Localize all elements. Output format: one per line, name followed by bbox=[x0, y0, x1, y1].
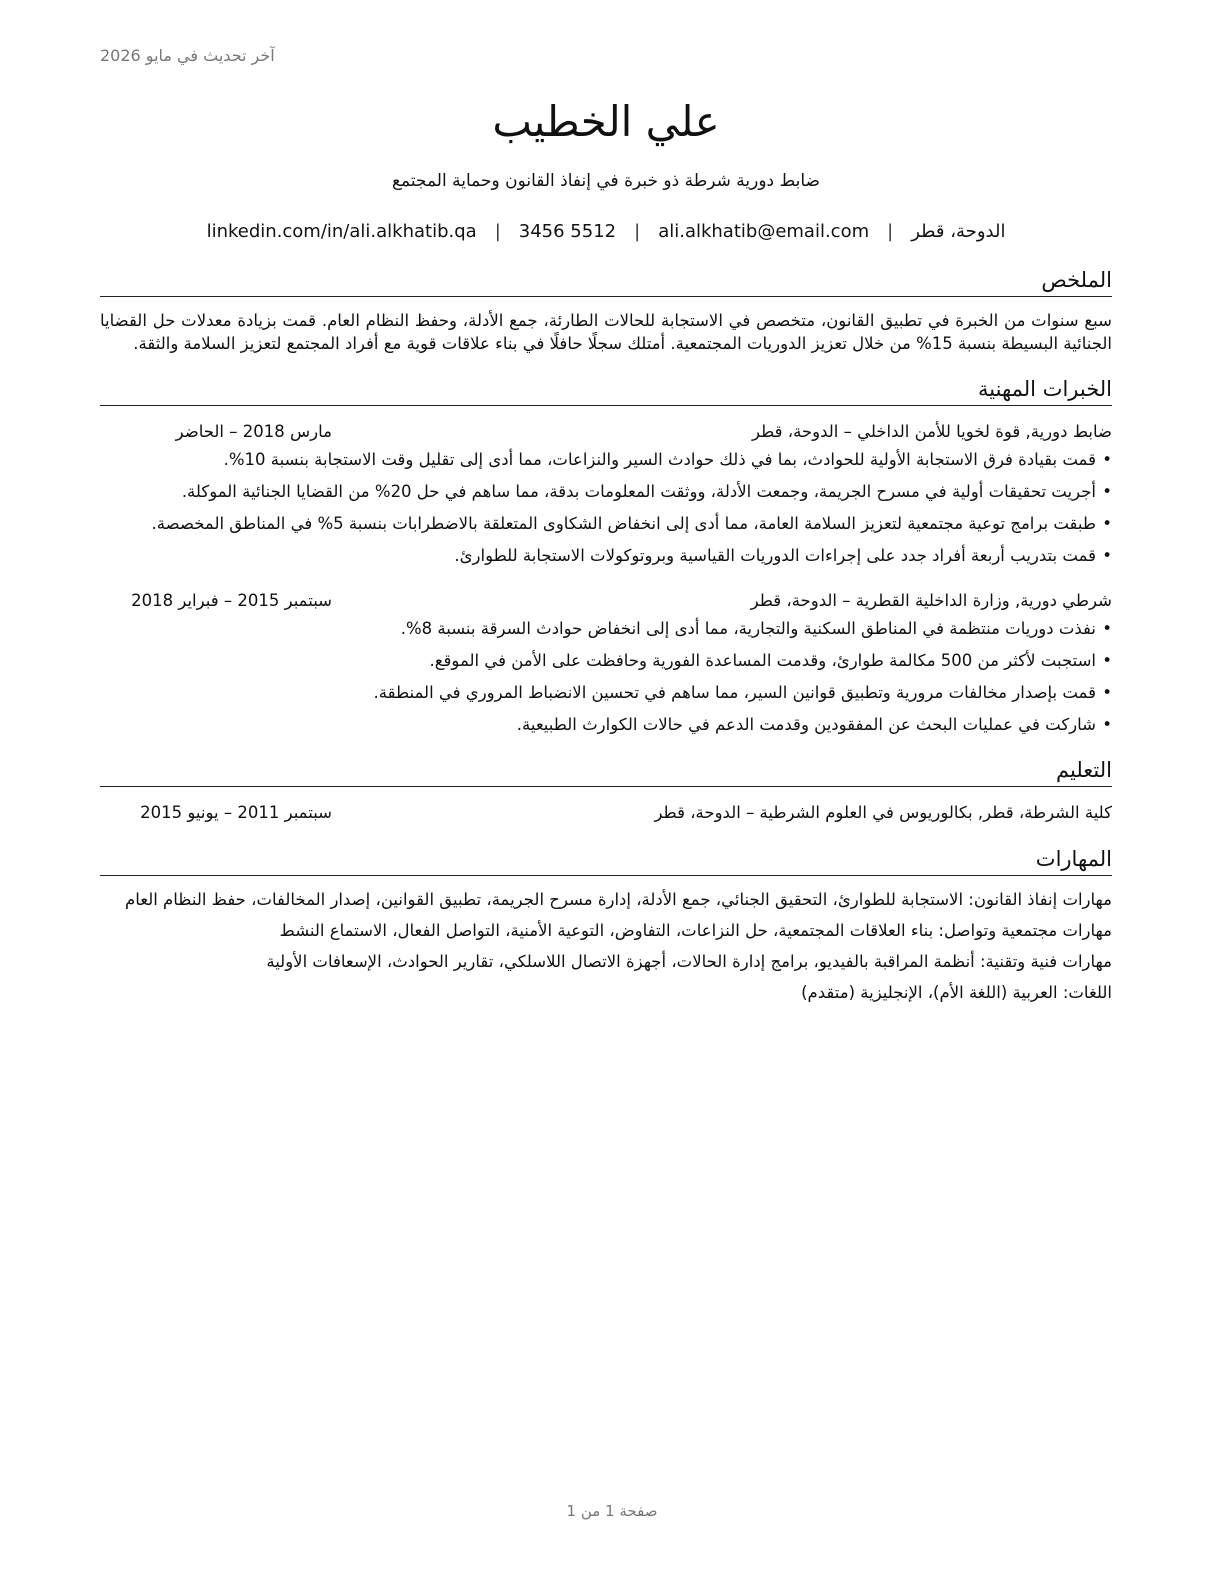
contact-email[interactable]: ali.alkhatib@email.com bbox=[658, 221, 870, 242]
skill-line: مهارات فنية وتقنية: أنظمة المراقبة بالفيديو، برامج إدارة الحالات، أجهزة الاتصال اللاسلكي، تقارير الحوادث، الإسعافات الأولية bbox=[266, 952, 1112, 971]
experience-entry bbox=[100, 589, 1112, 736]
section-title-summary: الملخص bbox=[100, 266, 1112, 297]
contact-location: الدوحة، قطر bbox=[911, 221, 1006, 242]
bullet-item: • استجبت لأكثر من 500 مكالمة طوارئ، وقدمت المساعدة الفورية وحافظت على الأمن في الموقع. bbox=[100, 649, 1112, 672]
job-title: شرطي دورية, وزارة الداخلية القطرية – الدوحة، قطر bbox=[750, 591, 1112, 610]
contact-separator: | bbox=[887, 221, 894, 242]
skill-line: مهارات إنفاذ القانون: الاستجابة للطوارئ، التحقيق الجنائي، جمع الأدلة، إدارة مسرح الجريمة، تطبيق القوانين، إصدار المخالفات، حفظ النظام العام bbox=[125, 890, 1112, 909]
resume-content bbox=[100, 90, 1112, 1004]
summary-text: سبع سنوات من الخبرة في تطبيق القانون، متخصص في الاستجابة للحالات الطارئة، جمع الأدلة، وحفظ النظام العام. قمت بزيادة معدلات حل القضايا الجنائية البسيطة بنسبة 15% من خلال تعزيز الدوريات المجتمعية. أمتلك سجلًا حافلًا في بناء علاقات قوية مع أفراد المجتمع لتعزيز السلامة والثقة. bbox=[100, 311, 1112, 353]
contact-phone[interactable]: 3456 5512 bbox=[518, 221, 617, 242]
bullet-item: • قمت بإصدار مخالفات مرورية وتطبيق قوانين السير، مما ساهم في تحسين الانضباط المروري في المنطقة. bbox=[100, 681, 1112, 704]
last-updated: آخر تحديث في مايو 2026 bbox=[100, 46, 275, 65]
bullet-item: • نفذت دوريات منتظمة في المناطق السكنية والتجارية، مما أدى إلى انخفاض حوادث السرقة بنسبة 8%. bbox=[100, 617, 1112, 640]
bullet-item: • طبقت برامج توعية مجتمعية لتعزيز السلامة العامة، مما أدى إلى انخفاض الشكاوى المتعلقة بالاضطرابات بنسبة 5% في المناطق المخصصة. bbox=[100, 512, 1112, 535]
job-header bbox=[100, 589, 1112, 613]
job-bullets bbox=[100, 617, 1112, 736]
education-dates: سبتمبر 2011 – يونيو 2015 bbox=[140, 803, 332, 822]
skill-line: اللغات: العربية (اللغة الأم)، الإنجليزية (متقدم) bbox=[801, 983, 1112, 1002]
section-title-experience: الخبرات المهنية bbox=[100, 375, 1112, 406]
education-entry bbox=[100, 801, 1112, 825]
tagline: ضابط دورية شرطة ذو خبرة في إنفاذ القانون وحماية المجتمع bbox=[392, 171, 820, 191]
person-name: علي الخطيب bbox=[492, 97, 720, 146]
page-number: صفحة 1 من 1 bbox=[566, 1502, 658, 1520]
contact-line bbox=[100, 218, 1112, 246]
job-dates: سبتمبر 2015 – فبراير 2018 bbox=[131, 591, 332, 610]
job-bullets bbox=[100, 448, 1112, 567]
education-title: كلية الشرطة، قطر, بكالوريوس في العلوم الشرطية – الدوحة، قطر bbox=[654, 803, 1112, 822]
skill-line: مهارات مجتمعية وتواصل: بناء العلاقات المجتمعية، حل النزاعات، التفاوض، التوعية الأمنية، التواصل الفعال، الاستماع النشط bbox=[279, 921, 1112, 940]
contact-separator: | bbox=[634, 221, 641, 242]
job-dates: مارس 2018 – الحاضر bbox=[175, 422, 332, 441]
section-title-skills: المهارات bbox=[100, 845, 1112, 876]
contact-separator: | bbox=[494, 221, 501, 242]
job-header bbox=[100, 420, 1112, 444]
job-title: ضابط دورية, قوة لخويا للأمن الداخلي – الدوحة، قطر bbox=[751, 422, 1112, 441]
bullet-item: • قمت بقيادة فرق الاستجابة الأولية للحوادث، بما في ذلك حوادث السير والنزاعات، مما أدى إلى تقليل وقت الاستجابة بنسبة 10%. bbox=[100, 448, 1112, 471]
contact-linkedin[interactable]: linkedin.com/in/ali.alkhatib.qa bbox=[206, 221, 477, 242]
bullet-item: • أجريت تحقيقات أولية في مسرح الجريمة، وجمعت الأدلة، ووثقت المعلومات بدقة، مما ساهم في حل 20% من القضايا الجنائية الموكلة. bbox=[100, 480, 1112, 503]
bullet-item: • شاركت في عمليات البحث عن المفقودين وقدمت الدعم في حالات الكوارث الطبيعية. bbox=[100, 713, 1112, 736]
bullet-item: • قمت بتدريب أربعة أفراد جدد على إجراءات الدوريات القياسية وبروتوكولات الاستجابة للطوارئ. bbox=[100, 544, 1112, 567]
section-title-education: التعليم bbox=[100, 756, 1112, 787]
experience-entry bbox=[100, 420, 1112, 567]
